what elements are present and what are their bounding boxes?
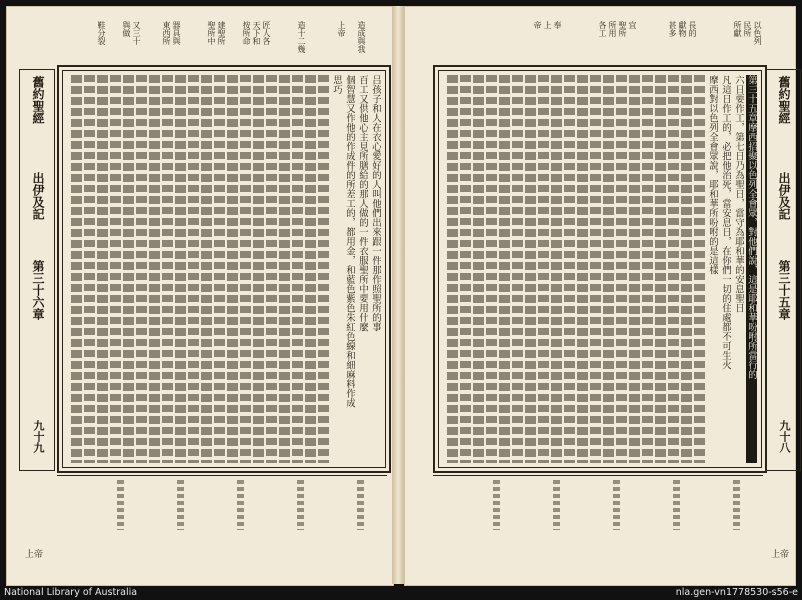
top-note: 甚多: [668, 21, 677, 37]
text-column: [240, 75, 251, 463]
book-title: 舊約聖經: [31, 76, 45, 124]
left-text-frame: [57, 65, 391, 473]
text-column: [499, 75, 510, 463]
footnote-column: [673, 480, 680, 530]
text-column: [447, 75, 458, 463]
text-column: [279, 75, 290, 463]
text-column: [318, 75, 329, 463]
right-footnotes: [433, 475, 763, 536]
text-column: [292, 75, 303, 463]
text-column: [551, 75, 562, 463]
text-column: 百工又供他心主見所膳給的那人做的一件衣服聖所中要用什麼: [357, 75, 368, 332]
text-column: 思巧: [331, 75, 342, 94]
left-top-notes: [57, 21, 387, 63]
text-column: [84, 75, 95, 463]
top-note: 上帝: [337, 21, 346, 37]
left-page: [6, 6, 394, 586]
library-name: National Library of Australia: [4, 587, 138, 598]
top-note: 聖所: [618, 21, 627, 37]
top-note: 造成與我: [357, 21, 366, 53]
text-column: [668, 75, 679, 463]
text-column: [525, 75, 536, 463]
text-column: [629, 75, 640, 463]
text-column: [590, 75, 601, 463]
text-column: [681, 75, 692, 463]
footnote-column: [613, 480, 620, 530]
text-column: [201, 75, 212, 463]
left-footnotes: [57, 475, 387, 536]
footnote-column: [117, 480, 124, 530]
text-column: 個智慧又作他的作成件的所差工的，都用金，和藍色紫色朱紅色線和細麻料作成: [344, 75, 355, 408]
page-number: 九十八: [778, 420, 791, 453]
right-text-frame: [433, 65, 767, 473]
top-note: 又三十: [132, 21, 141, 45]
text-column: [577, 75, 588, 463]
footnote-column: [493, 480, 500, 530]
footnote-column: [297, 480, 304, 530]
text-column: [71, 75, 82, 463]
text-column: [110, 75, 121, 463]
chapter-label: 第三十五章: [777, 260, 791, 320]
text-column: 六日要作工，第七日乃為聖日，當守為耶和華的安息聖日: [733, 75, 744, 313]
left-sidebar: [19, 69, 55, 471]
top-note: 東西所: [162, 21, 171, 45]
top-note: 器具與: [172, 21, 181, 45]
top-note: 造十二幾: [297, 21, 306, 53]
library-id: nla.gen-vn1778530-s56-e: [675, 587, 798, 598]
text-column: [175, 75, 186, 463]
text-column: [266, 75, 277, 463]
footnote-column: [553, 480, 560, 530]
book-name: 出伊及記: [777, 172, 791, 220]
text-column: [253, 75, 264, 463]
top-note: 以色列: [753, 21, 762, 45]
text-column: [486, 75, 497, 463]
text-column: 凡這日作工的，必把他治死，當安息日，在你們一切的住處都不可生火: [720, 75, 731, 370]
bottom-mark: 上帝: [25, 550, 44, 560]
text-column: [305, 75, 316, 463]
top-note: 宜: [628, 21, 637, 29]
text-column: [97, 75, 108, 463]
text-column: [214, 75, 225, 463]
book-spine: [392, 6, 404, 584]
footnote-column: [733, 480, 740, 530]
text-column: [136, 75, 147, 463]
text-column: [460, 75, 471, 463]
book-title: 舊約聖經: [777, 76, 791, 124]
top-note: 上: [543, 21, 552, 29]
text-column: [162, 75, 173, 463]
top-note: 建聖所: [217, 21, 226, 45]
text-column: [694, 75, 705, 463]
top-note: 奉: [553, 21, 562, 29]
right-text-body: [438, 70, 762, 468]
top-note: 所用: [608, 21, 617, 37]
text-column: [655, 75, 666, 463]
text-column: [603, 75, 614, 463]
top-note: 帝: [533, 21, 542, 29]
library-bar: [0, 586, 802, 600]
top-note: 匠人各: [262, 21, 271, 45]
bottom-mark: 上帝: [771, 550, 790, 560]
text-column: 摩西對以色列全會眾說，耶和華所吩咐的是這樣: [707, 75, 718, 275]
top-note: 長的: [688, 21, 697, 37]
top-note: 天下和: [252, 21, 261, 45]
text-column: [538, 75, 549, 463]
top-note: 鞋分裂: [97, 21, 106, 45]
text-column: [473, 75, 484, 463]
top-note: 與做: [122, 21, 131, 37]
top-note: 獻物: [678, 21, 687, 37]
page-number: 九十九: [32, 420, 45, 453]
text-column: [149, 75, 160, 463]
top-note: 民所: [743, 21, 752, 37]
top-note: 各工: [598, 21, 607, 37]
book-name: 出伊及記: [31, 172, 45, 220]
right-top-notes: [433, 21, 763, 63]
footnote-column: [177, 480, 184, 530]
text-column: [616, 75, 627, 463]
text-column: [227, 75, 238, 463]
top-note: 按所命: [242, 21, 251, 45]
top-note: 聖所中: [207, 21, 216, 45]
text-column: [642, 75, 653, 463]
right-sidebar: [765, 69, 801, 471]
text-column: [123, 75, 134, 463]
top-note: 所獻: [733, 21, 742, 37]
chapter-label: 第三十六章: [31, 260, 45, 320]
right-page: [404, 6, 796, 586]
text-column: [564, 75, 575, 463]
chapter-heading-column: 第三十五章摩西招聚以色列全會眾，對他們說，這是耶和華吩咐所當行的: [746, 75, 757, 463]
text-column: [188, 75, 199, 463]
text-column: [512, 75, 523, 463]
footnote-column: [357, 480, 364, 530]
left-text-body: [62, 70, 386, 468]
footnote-column: [237, 480, 244, 530]
text-column: 吕孩子和人在衣心愛好的人叫他們出來跟一件那作照聖所的事: [370, 75, 381, 332]
